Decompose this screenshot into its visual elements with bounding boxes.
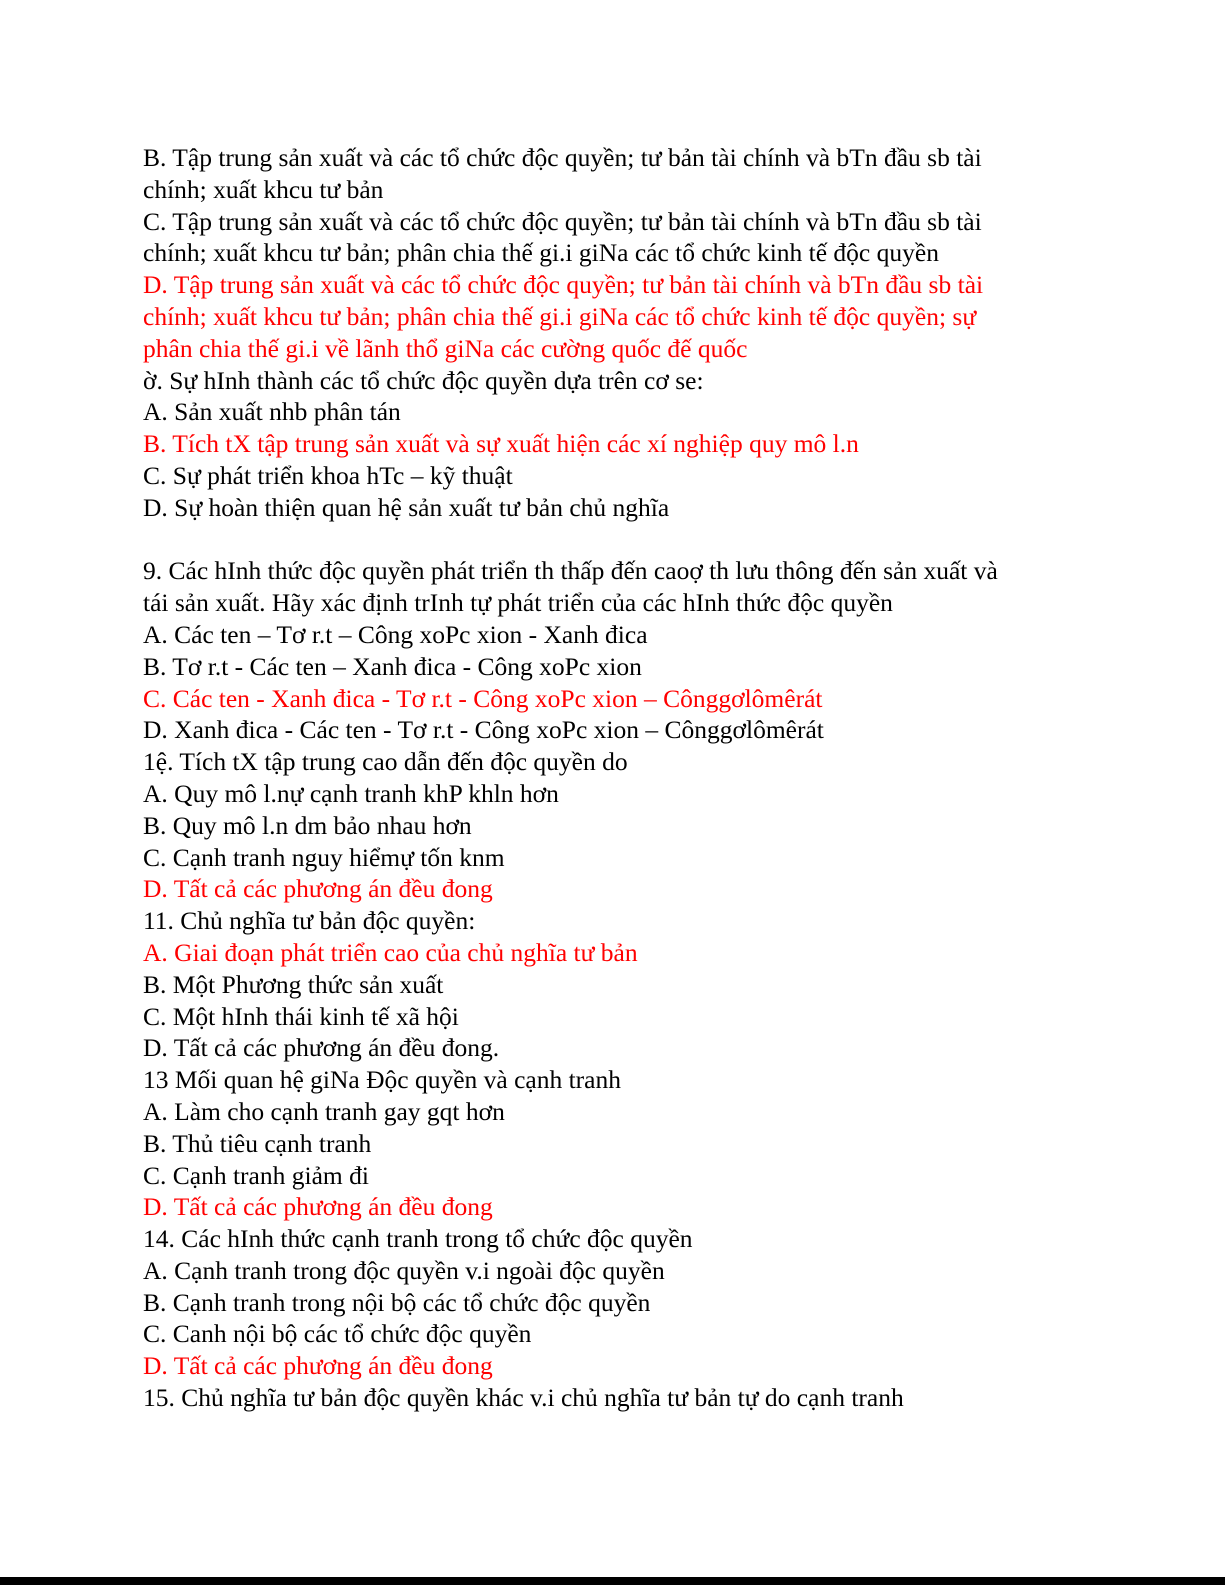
text-line: A. Quy mô l.nự cạnh tranh khP khln hơn bbox=[143, 778, 559, 808]
text-line: ờ. Sự hInh thành các tổ chức độc quyền dựa trên cơ se: bbox=[143, 365, 704, 395]
text-line: 14. Các hInh thức cạnh tranh trong tổ chức độc quyền bbox=[143, 1224, 693, 1254]
text-line: 11. Chủ nghĩa tư bản độc quyền: bbox=[143, 906, 476, 936]
text-line: B. Cạnh tranh trong nội bộ các tổ chức độc quyền bbox=[143, 1287, 651, 1317]
text-line: D. Sự hoàn thiện quan hệ sản xuất tư bản chủ nghĩa bbox=[143, 492, 670, 522]
text-line: D. Tất cả các phương án đều đong. bbox=[143, 1033, 500, 1063]
text-line: chính; xuất khcu tư bản bbox=[143, 174, 384, 204]
text-line: C. Cạnh tranh giảm đi bbox=[143, 1160, 369, 1190]
text-line: A. Các ten – Tơ r.t – Công xoPc xion - Xanh đica bbox=[143, 619, 648, 649]
answer-line: B. Tích tX tập trung sản xuất và sự xuất hiện các xí nghiệp quy mô l.n bbox=[143, 429, 859, 459]
answer-line: D. Tất cả các phương án đều đong bbox=[143, 1192, 493, 1222]
text-line: 15. Chủ nghĩa tư bản độc quyền khác v.i chủ nghĩa tư bản tự do cạnh tranh bbox=[143, 1383, 904, 1413]
text-line: C. Một hInh thái kinh tế xã hội bbox=[143, 1001, 459, 1031]
answer-line: D. Tất cả các phương án đều đong bbox=[143, 874, 493, 904]
text-line: A. Cạnh tranh trong độc quyền v.i ngoài độc quyền bbox=[143, 1255, 665, 1285]
text-line: B. Một Phương thức sản xuất bbox=[143, 969, 444, 999]
text-line: C. Tập trung sản xuất và các tổ chức độc quyền; tư bản tài chính và bTn đầu sb tài bbox=[143, 206, 982, 236]
page-text bbox=[143, 142, 1103, 1414]
answer-line: phân chia thế gi.i về lãnh thổ giNa các cường quốc đế quốc bbox=[143, 333, 748, 363]
answer-line: C. Các ten - Xanh đica - Tơ r.t - Công xoPc xion – Cônggơlômêrát bbox=[143, 683, 823, 713]
answer-line: chính; xuất khcu tư bản; phân chia thế gi.i giNa các tổ chức kinh tế độc quyền; sự bbox=[143, 301, 977, 331]
page-bottom-border bbox=[0, 1577, 1225, 1585]
text-line: D. Xanh đica - Các ten - Tơ r.t - Công xoPc xion – Cônggơlômêrát bbox=[143, 715, 824, 745]
text-line bbox=[143, 524, 1103, 556]
text-line: C. Canh nội bộ các tổ chức độc quyền bbox=[143, 1319, 532, 1349]
text-line: chính; xuất khcu tư bản; phân chia thế gi.i giNa các tổ chức kinh tế độc quyền bbox=[143, 238, 939, 268]
text-line: B. Quy mô l.n dm bảo nhau hơn bbox=[143, 810, 472, 840]
text-line: C. Sự phát triển khoa hTc – kỹ thuật bbox=[143, 460, 513, 490]
text-line: B. Thủ tiêu cạnh tranh bbox=[143, 1128, 372, 1158]
answer-line: D. Tập trung sản xuất và các tổ chức độc quyền; tư bản tài chính và bTn đầu sb tài bbox=[143, 270, 984, 300]
text-line: tái sản xuất. Hãy xác định trInh tự phát triển của các hInh thức độc quyền bbox=[143, 588, 893, 618]
text-line: A. Làm cho cạnh tranh gay gqt hơn bbox=[143, 1096, 505, 1126]
answer-line: D. Tất cả các phương án đều đong bbox=[143, 1351, 493, 1381]
text-line: A. Sản xuất nhb phân tán bbox=[143, 397, 401, 427]
text-line: B. Tơ r.t - Các ten – Xanh đica - Công xoPc xion bbox=[143, 651, 642, 681]
text-line: 1ệ. Tích tX tập trung cao dẫn đến độc quyền do bbox=[143, 747, 628, 777]
text-line: 13 Mối quan hệ giNa Độc quyền và cạnh tranh bbox=[143, 1065, 621, 1095]
answer-line: A. Giai đoạn phát triển cao của chủ nghĩa tư bản bbox=[143, 937, 638, 967]
text-line: 9. Các hInh thức độc quyền phát triển th thấp đến caoợ th lưu thông đến sản xuất và bbox=[143, 556, 998, 586]
text-line: C. Cạnh tranh nguy hiểmự tốn knm bbox=[143, 842, 505, 872]
text-line: B. Tập trung sản xuất và các tổ chức độc quyền; tư bản tài chính và bTn đầu sb tài bbox=[143, 143, 982, 172]
